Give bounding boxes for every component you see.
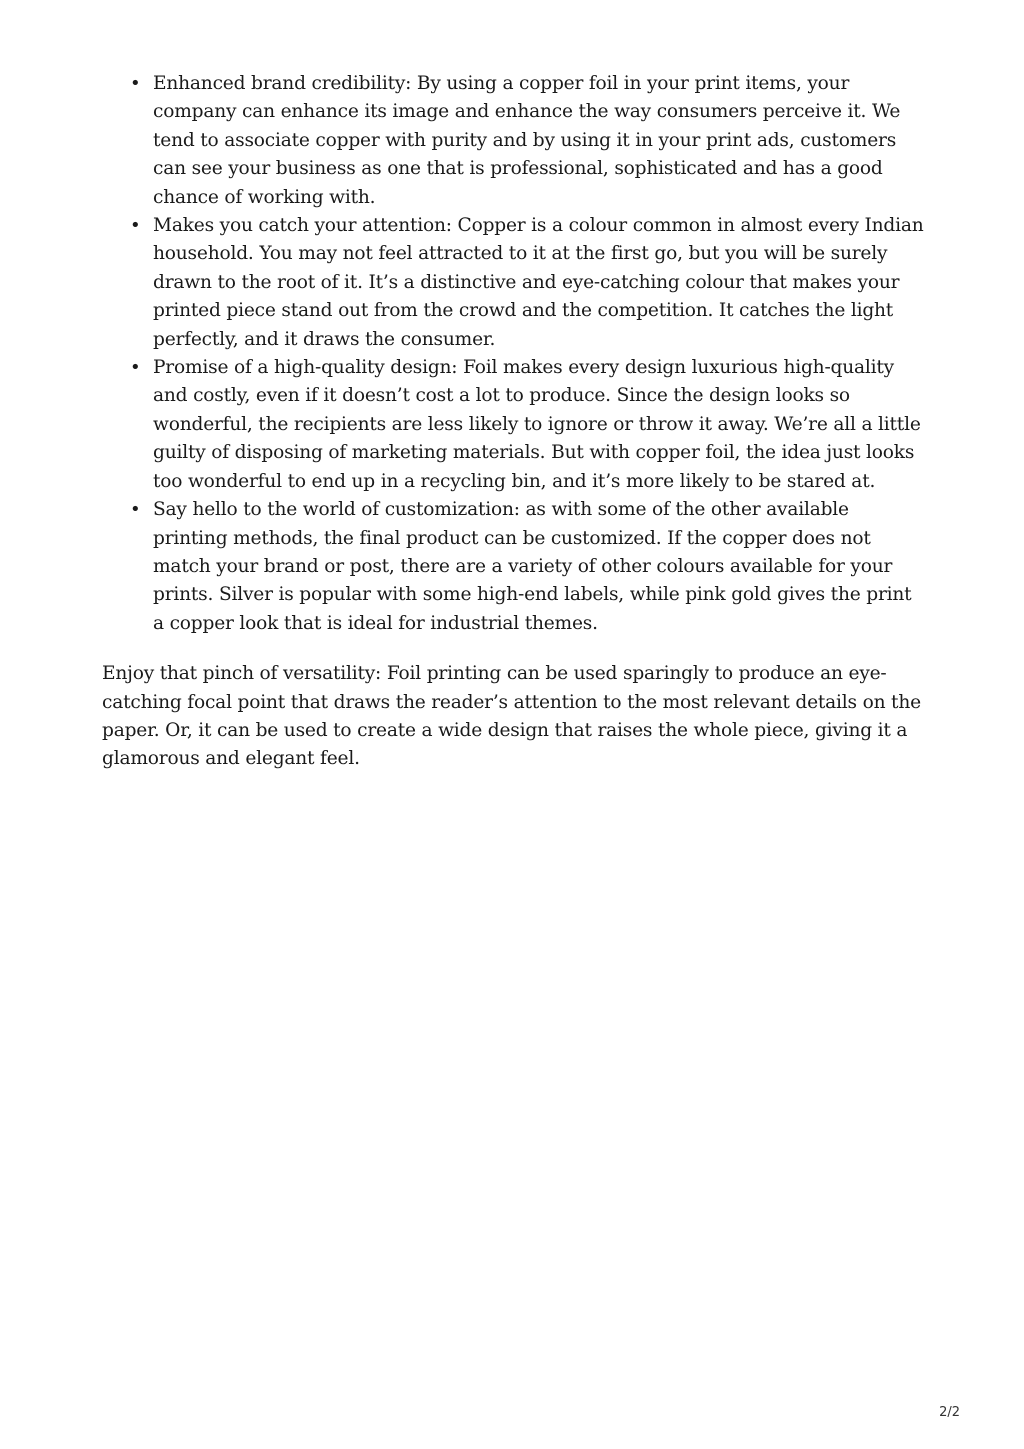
bullet-item — [130, 212, 927, 354]
bullet-text: Enhanced brand credibility: By using a copper foil in your print items, your company can enhance its image and enhance the way consumers perceive it. We tend to associate copper with purity and by using it in your print ads, customers can see your business as one that is professional, sophisticated and has a good chance of working with. — [153, 73, 901, 208]
bullet-text: Say hello to the world of customization: as with some of the other available printing methods, the final product can be customized. If the copper does not match your brand or post, there are a variety of other colours available for your prints. Silver is popular with some high-end labels, while pink gold gives the print a copper look that is ideal for industrial themes. — [153, 499, 912, 634]
page-number: 2/2 — [939, 1405, 960, 1420]
bullet-text: Makes you catch your attention: Copper is a colour common in almost every Indian household. You may not feel attracted to it at the first go, but you will be surely drawn to the root of it. It’s a distinctive and eye-catching colour that makes your printed piece stand out from the crowd and the competition. It catches the light perfectly, and it draws the consumer. — [153, 215, 924, 350]
bullet-item — [130, 70, 927, 212]
bullet-dot-icon: • — [130, 499, 141, 521]
body-paragraph: Enjoy that pinch of versatility: Foil printing can be used sparingly to produce an eye-catching focal point that draws the reader’s attention to the most relevant details on the paper. Or, it can be used to create a wide design that raises the whole piece, giving it a glamorous and elegant feel. — [102, 663, 921, 770]
page-content — [102, 70, 927, 774]
bullet-dot-icon: • — [130, 357, 141, 379]
bullet-item — [130, 354, 927, 496]
bullet-text: Promise of a high-quality design: Foil makes every design luxurious high-quality and costly, even if it doesn’t cost a lot to produce. Since the design looks so wonderful, the recipients are less likely to ignore or throw it away. We’re all a little guilty of disposing of marketing materials. But with copper foil, the idea just looks too wonderful to end up in a recycling bin, and it’s more likely to be stared at. — [153, 357, 921, 492]
bullet-dot-icon: • — [130, 215, 141, 237]
bullet-dot-icon: • — [130, 73, 141, 94]
bullet-item — [130, 496, 927, 638]
bullet-list — [102, 70, 927, 638]
